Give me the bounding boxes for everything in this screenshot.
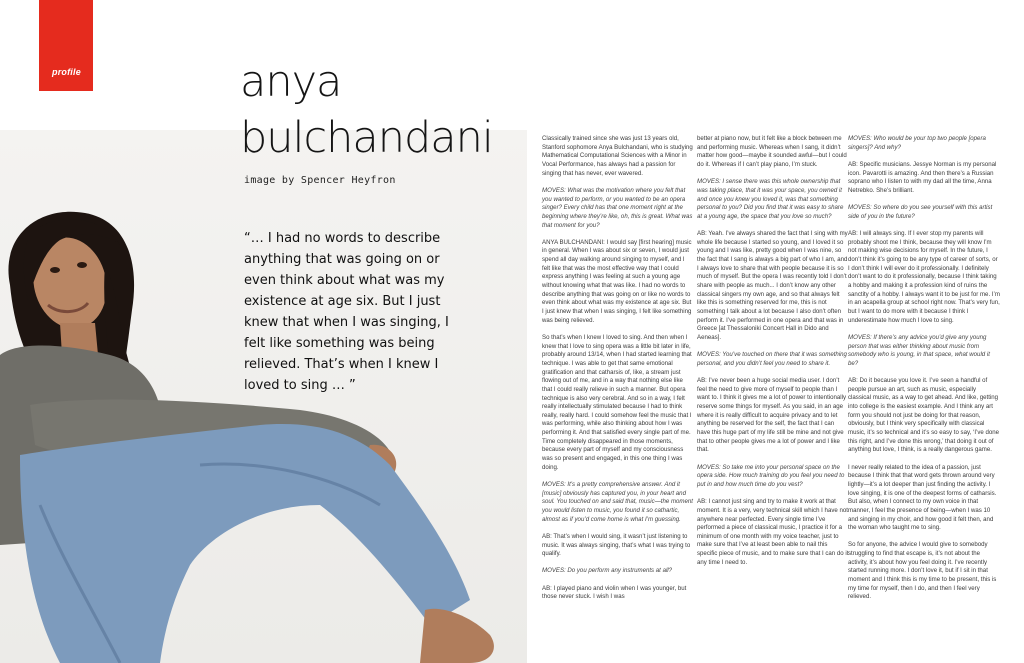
photo-credit: image by Spencer Heyfron bbox=[244, 175, 396, 186]
section-marker bbox=[39, 0, 93, 91]
page-title bbox=[240, 54, 493, 166]
article-paragraph: AB: Specific musicians. Jessye Norman is my personal icon. Pavarotti is amazing. And then there’s a Russian soprano who I listen to with my dad all the time, Anna Netrebko. She’s brilliant. bbox=[848, 160, 997, 194]
article-paragraph: AB: Do it because you love it. I’ve seen a handful of people pursue an art, such as music, especially classical music, as a way to get ahead. And like, getting into college is the easiest example. And I think any art form you should not just be doing for that reason, obviously, but I think very specifically with classical music, it’s so technical and it’s so easy to say, ‘I’ve done this right, and I’ve done this wrong,’ that doing it out of anything but love, I think, is a really dangerous game. bbox=[848, 377, 1000, 454]
text-column-2 bbox=[697, 135, 849, 576]
article-paragraph: better at piano now, but it felt like a block between me and performing music. Whereas when I sang, it didn’t matter how good—maybe it sounded awful—but I could do it. Whereas if I can’t play piano, I’m stuck. bbox=[697, 135, 847, 168]
article-paragraph: ANYA BULCHANDANI: I would say [first hearing] music in general. When I was about six or seven, I would just spend all day walking around singing to myself, and I felt like that was the most effective way that I could express anything I was feeling at such a young age without knowing what that was like. I had no words to describe anything that was going on or like no words to even think about what was my existence at age six. But I just knew that when I was singing, I felt like something was being relieved. bbox=[542, 238, 692, 324]
article-paragraph: AB: I will always sing. If I ever stop my parents will probably shoot me I think, because they will know I’m not making wise decisions for myself. In the future, I don’t think it’s going to be any type of career of sorts, or I don’t think I will ever do it professionally. I definitely don’t want to do it professionally, because I think taking a hobby and making it a profession kind of ruins the sanctity of a hobby. I always want it to be just for me. I’m in an acapella group at school right now. That’s very fun, but I want to do more with it because I think I underestimate how much I love to sing. bbox=[848, 230, 1000, 324]
article-paragraph: I never really related to the idea of a passion, just because I think that that word gets thrown around very lightly—it’s a lot deeper than just finding the activity. I love singing, it is one of the deepest forms of catharsis. But also, when I connect to my own voice in that manner, I feel the presence of being—when I was 10 and singing in my choir, and how good it felt then, and the woman who taught me to sing. bbox=[848, 463, 997, 532]
article-paragraph: AB: I cannot just sing and try to make it work at that moment. It is a very, very technical skill which I have not anywhere near perfected. Every single time I’ve performed a piece of classical music, I practice it for a minimum of one month with my voice teacher, just to make sure that I’ve at least been able to nail this specific piece of music, and to make sure that I can do it any time I need to. bbox=[697, 498, 849, 566]
article-paragraph: AB: I played piano and violin when I was younger, but those never stuck. I wish I was bbox=[542, 584, 687, 601]
article-paragraph: AB: That’s when I would sing, it wasn’t just listening to music. It was always singing, that’s what I was trying to qualify. bbox=[542, 532, 691, 558]
interview-question: MOVES: So where do you see yourself with this artist side of you in the future? bbox=[848, 204, 993, 220]
text-column-1 bbox=[542, 135, 694, 611]
article-paragraph: AB: Yeah. I’ve always shared the fact that I sing with my whole life because I started so young, and I loved it so young and I was like, pretty good when I was nine, so the fact that I sang is always a big part of who I am, and I always love to share that with people because it is so much of myself. But the opera I was recently told I don’t share with people as much... I don’t know any other classical singers my own age, and so that always felt like this is something reserved for me, this is not something I talk about a lot because I also don’t often perform it. I’ve performed in one opera and that was in Greece [at Thessaloniki Concert Hall in Dido and Aeneas]. bbox=[697, 230, 848, 341]
interview-question: MOVES: Do you perform any instruments at all? bbox=[542, 567, 673, 575]
right-page bbox=[527, 0, 1024, 663]
interview-question: MOVES: If there’s any advice you’d give any young person that was either thinking about music from somebody who is young, in that space, what would it be? bbox=[848, 333, 990, 367]
interview-question: MOVES: You’ve touched on there that it was something personal, and you didn’t feel you need to share it. bbox=[697, 351, 847, 367]
interview-question: MOVES: So take me into your personal space on the opera side. How much training do you feel you need to put in and how much time do you vest? bbox=[697, 463, 845, 488]
interview-question: MOVES: What was the motivation where you felt that you wanted to perform, or you wanted to be an opera singer? Every child has that one moment right at the beginning where they’re like, oh, this is great. What was that moment for you? bbox=[542, 186, 693, 229]
pull-quote: “… I had no words to describe anything that was going on or even think about what was my existence at age six. But I just knew that when I was singing, I felt like something was being relieved. That’s when I knew I loved to sing … ” bbox=[244, 231, 449, 393]
interview-question: MOVES: Who would be your top two people [opera singers]? And why? bbox=[848, 135, 986, 151]
title-first-name: anya bbox=[240, 57, 342, 107]
title-last-name: bulchandani bbox=[240, 113, 493, 163]
article-paragraph: So that’s when I knew I loved to sing. And then when I knew that I love to sing opera was a little bit later in life, probably around 13/14, when I had started learning that technique. I was able to get that same emotional gratification and that catharsis of, like, a stream just flowing out of me, and in a way that nothing else like that I could really relieve in such a manner. But opera technique is also very cerebral. And so in a way, I felt really intellectually stimulated because I had to think really, really hard. I could somehow feel the music that I was performing, while also thinking about how I was performing it. And that satisfied every single part of me. Time completely disappeared in those moments, because every part of myself and my consciousness was so present and engaged, in this one thing I was doing. bbox=[542, 333, 692, 471]
article-paragraph: Classically trained since she was just 13 years old, Stanford sophomore Anya Bulchandani, who is studying Mathematical Computational Sciences with a Minor in Vocal Performance, has always had a passion for singing that has never, ever wavered. bbox=[542, 135, 693, 177]
section-label: profile bbox=[52, 67, 81, 77]
article-paragraph: AB: I’ve never been a huge social media user. I don’t feel the need to give more of myself to people than I want to. I think it gives me a lot of power to intentionally reserve some things for myself. As you said, in an age where it is really difficult to acquire privacy and to let anything be reserved for the self, the fact that I can have this huge part of my life still be mine and not give that to other people gives me a lot of power and I like that. bbox=[697, 377, 847, 454]
interview-question: MOVES: I sense there was this whole ownership that was taking place, that it was your space, you owned it and once you knew you loved it, was that something personal to you? Did you find that it was easy to share at a young age, the space that you love so much? bbox=[697, 178, 844, 220]
article-paragraph: So for anyone, the advice I would give to somebody struggling to find that escape is, it’s not about the activity, it’s about how you feel doing it. I’ve recently started running more. I don’t love it, but if I sit in that moment and I think this is my time to be present, this is my time for myself, then I do, and then I feel very relieved. bbox=[848, 541, 997, 601]
text-column-3 bbox=[848, 135, 1000, 611]
interview-question: MOVES: It’s a pretty comprehensive answer. And it [music] obviously has captured you, in your heart and soul. You touched on and said that, music—the moment you would listen to music, you found it so cathartic, almost as if you’d come home is what I’m guessing. bbox=[542, 481, 693, 523]
